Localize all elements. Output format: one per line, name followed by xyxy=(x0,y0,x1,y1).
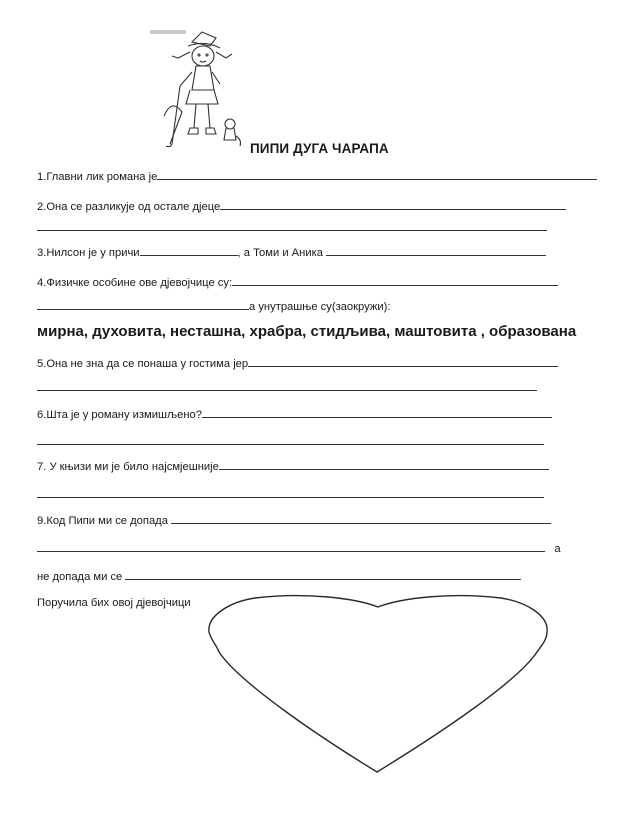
question-1-label: 1.Главни лик романа је xyxy=(37,171,158,183)
question-9 xyxy=(37,512,551,528)
answer-4-blank-2[interactable] xyxy=(37,298,249,310)
answer-6-line-2[interactable] xyxy=(37,444,544,445)
answer-9-blank-2[interactable] xyxy=(37,540,545,552)
traits-list[interactable]: мирна, духовита, несташна, храбра, стидљива, маштовита , образована xyxy=(37,323,577,340)
question-4-inner-label: а унутрашње су(заокружи): xyxy=(249,301,391,313)
question-10-label: Поручила бих овој дјевојчици xyxy=(37,597,191,609)
question-2 xyxy=(37,198,566,214)
question-9-a: а xyxy=(554,543,561,555)
question-3-label-2: , а Томи и Аника xyxy=(237,247,323,259)
answer-6-blank[interactable] xyxy=(202,406,552,418)
answer-1-blank[interactable] xyxy=(157,168,597,180)
answer-3-blank-2[interactable] xyxy=(326,244,546,256)
pippi-illustration-icon xyxy=(150,28,250,152)
question-4-label: 4.Физичке особине ове дјевојчице су: xyxy=(37,277,233,289)
question-5-label: 5.Она не зна да се понаша у гостима јер xyxy=(37,358,249,370)
page-title: ПИПИ ДУГА ЧАРАПА xyxy=(250,141,389,156)
question-9-label: 9.Код Пипи ми се допада xyxy=(37,515,168,527)
question-9-dislike-label: не допада ми се xyxy=(37,571,123,583)
question-6-label: 6.Шта је у роману измишљено? xyxy=(37,409,202,421)
answer-4-blank[interactable] xyxy=(232,274,558,286)
question-4-inner xyxy=(37,298,390,314)
answer-5-blank[interactable] xyxy=(248,355,558,367)
answer-9-dislike-blank[interactable] xyxy=(125,568,521,580)
question-4 xyxy=(37,274,558,290)
question-9-line-2 xyxy=(37,540,561,556)
question-1 xyxy=(37,168,597,184)
question-9-dislike xyxy=(37,568,521,584)
question-3 xyxy=(37,244,546,260)
answer-2-line-2[interactable] xyxy=(37,230,547,231)
question-3-label: 3.Нилсон је у причи xyxy=(37,247,140,259)
answer-7-line-2[interactable] xyxy=(37,497,544,498)
heart-outline-icon[interactable] xyxy=(205,594,551,776)
question-2-label: 2.Она се разликује од остале дјеце xyxy=(37,201,221,213)
answer-3-blank-1[interactable] xyxy=(140,244,238,256)
question-7-label: 7. У књизи ми је било најсмјешније xyxy=(37,461,219,473)
answer-5-line-2[interactable] xyxy=(37,390,537,391)
question-10 xyxy=(37,596,191,610)
answer-2-blank[interactable] xyxy=(220,198,566,210)
question-6 xyxy=(37,406,552,422)
answer-7-blank[interactable] xyxy=(219,458,549,470)
question-5 xyxy=(37,355,558,371)
question-7 xyxy=(37,458,549,474)
answer-9-blank[interactable] xyxy=(171,512,551,524)
